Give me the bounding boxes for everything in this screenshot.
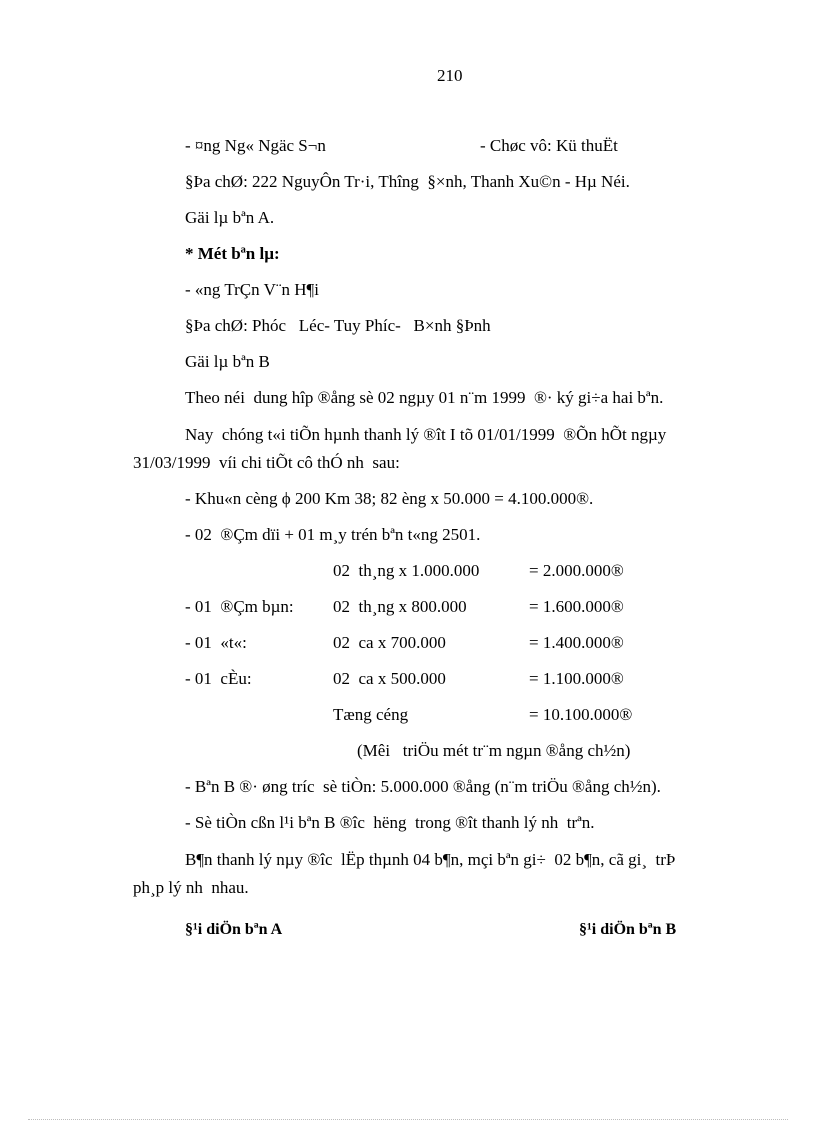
cost-row-amount: = 1.400.000® (529, 633, 624, 652)
copies-line2: ph¸p lý nh nhau. (133, 878, 249, 897)
party-b-address: §Þa chØ: Phóc Léc- Tuy Phíc- B×nh §Þnh (185, 316, 491, 335)
contract-reference: Theo néi dung hîp ®ång sè 02 ngµy 01 n¨m 1999 ®· ký gi÷a hai bªn. (185, 388, 664, 407)
cost-row-label: - 01 «t«: (185, 633, 247, 652)
cost-row-amount: = 2.000.000® (529, 561, 624, 580)
cost-total-amount: = 10.100.000® (529, 705, 633, 724)
signature-party-b: §¹i diÖn bªn B (579, 921, 677, 938)
cost-row-amount: = 1.100.000® (529, 669, 624, 688)
cost-total-in-words: (Mêi triÖu mét tr¨m ngµn ®ång ch½n) (357, 741, 631, 760)
party-b-name: - «ng TrÇn V¨n H¶i (185, 280, 319, 299)
cost-row-detail: 02 th¸ng x 800.000 (333, 597, 467, 616)
party-a-address: §Þa chØ: 222 NguyÔn Tr·i, Thîng §×nh, Thanh Xu©n - Hµ Néi. (185, 172, 630, 191)
cost-total-label: Tæng céng (333, 705, 409, 724)
cost-row-detail: 02 ca x 500.000 (333, 669, 446, 688)
signature-party-a: §¹i diÖn bªn A (185, 921, 283, 938)
page-border (28, 1119, 788, 1120)
copies-line1: B¶n thanh lý nµy ®îc lËp thµnh 04 b¶n, mçi bªn gi÷ 02 b¶n, cã gi¸ trÞ (185, 850, 676, 869)
party-a-label: Gäi lµ bªn A. (185, 208, 275, 227)
item-roller-intro: - 02 ®Çm dïi + 01 m¸y trén bªn t«ng 2501. (185, 525, 481, 544)
cost-row-amount: = 1.600.000® (529, 597, 624, 616)
party-b-heading: * Mét bªn lµ: (185, 244, 280, 263)
party-a-name: - ¤ng Ng« Ngäc S¬n (185, 136, 326, 155)
cost-row-label: - 01 ®Çm bµn: (185, 597, 294, 616)
party-a-title: - Chøc vô: Kü thuËt (480, 136, 618, 155)
advance-payment: - Bªn B ®· øng tríc sè tiÒn: 5.000.000 ®ång (n¨m triÖu ®ång ch½n). (185, 777, 661, 796)
party-b-label: Gäi lµ bªn B (185, 352, 270, 371)
liquidation-intro-line2: 31/03/1999 víi chi tiÕt cô thÓ nh sau: (133, 453, 400, 472)
cost-row-label: - 01 cÈu: (185, 669, 252, 688)
page-number: 210 (437, 66, 463, 85)
item-culvert: - Khu«n cèng ϕ 200 Km 38; 82 èng x 50.000 = 4.100.000®. (185, 489, 594, 508)
liquidation-intro-line1: Nay chóng t«i tiÕn hµnh thanh lý ®ît I tõ 01/01/1999 ®Õn hÕt ngµy (185, 425, 667, 444)
remaining-amount: - Sè tiÒn cßn l¹i bªn B ®îc hëng trong ®ît thanh lý nh trªn. (185, 813, 595, 832)
cost-row-detail: 02 th¸ng x 1.000.000 (333, 561, 480, 580)
cost-row-detail: 02 ca x 700.000 (333, 633, 446, 652)
